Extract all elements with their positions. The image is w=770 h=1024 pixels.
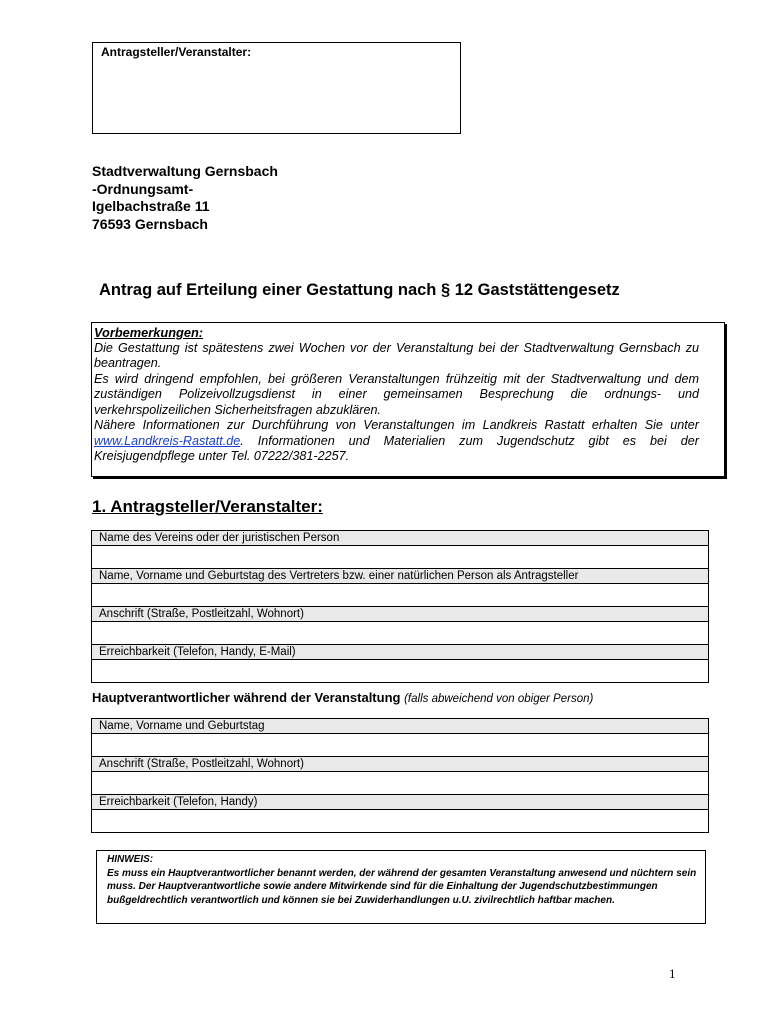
address-line-1: Stadtverwaltung Gernsbach	[92, 163, 278, 179]
applicant-form-table	[91, 530, 709, 683]
hint-text: Es muss ein Hauptverantwortlicher benannt werden, der während der gesamten Veranstaltung anwesend und nüchtern sein muss. Der Hauptverantwortliche sowie andere Mitwirkende sind für die Einhaltung der Jugendschutzbestimmungen bußgeldrechtlich verantwortlich und können sie bei Zuwiderhandlungen u.U. zivilrechtlich haftbar machen.	[107, 867, 697, 906]
remarks-paragraph-1: Die Gestattung ist spätestens zwei Wochen vor der Veranstaltung bei der Stadtverwaltung Gernsbach zu beantragen.	[94, 340, 699, 370]
field-label: Name, Vorname und Geburtstag des Vertreters bzw. einer natürlichen Person als Antragsteller	[92, 569, 708, 584]
remarks-paragraph-2: Es wird dringend empfohlen, bei größeren Veranstaltungen frühzeitig mit der Stadtverwaltung und dem zuständigen Polizeivollzugsdienst in einer gemeinsamen Besprechung die ordnungs- und verkehrspolizeilichen Sicherheitsfragen abzuklären.	[94, 371, 699, 417]
form-row	[92, 719, 708, 757]
applicant-contact-field[interactable]	[92, 660, 708, 682]
form-row	[92, 569, 708, 607]
responsible-name-field[interactable]	[92, 734, 708, 757]
club-name-field[interactable]	[92, 546, 708, 569]
remarks-heading: Vorbemerkungen:	[94, 325, 204, 340]
applicant-box[interactable]	[92, 42, 461, 134]
field-label: Name, Vorname und Geburtstag	[92, 719, 708, 734]
hint-heading: HINWEIS:	[107, 854, 154, 865]
form-row	[92, 607, 708, 645]
remarks-paragraph-3	[94, 418, 699, 465]
responsible-form-table	[91, 718, 709, 833]
representative-field[interactable]	[92, 584, 708, 607]
form-row	[92, 531, 708, 569]
remarks-box	[91, 322, 725, 477]
responsible-heading-note: (falls abweichend von obiger Person)	[404, 693, 594, 705]
section-1-title: 1. Antragsteller/Veranstalter:	[92, 497, 323, 516]
field-label: Erreichbarkeit (Telefon, Handy, E-Mail)	[92, 645, 708, 660]
form-row	[92, 645, 708, 682]
hint-box	[96, 850, 706, 924]
address-line-4: 76593 Gernsbach	[92, 215, 208, 232]
field-label: Erreichbarkeit (Telefon, Handy)	[92, 795, 708, 810]
form-row	[92, 757, 708, 795]
field-label: Anschrift (Straße, Postleitzahl, Wohnort)	[92, 607, 708, 622]
responsible-address-field[interactable]	[92, 772, 708, 795]
applicant-address-field[interactable]	[92, 622, 708, 645]
address-line-2: -Ordnungsamt-	[92, 180, 194, 197]
document-title: Antrag auf Erteilung einer Gestattung nach § 12 Gaststättengesetz	[99, 281, 620, 299]
address-line-3: Igelbachstraße 11	[92, 198, 210, 214]
page-number: 1	[669, 966, 676, 981]
responsible-contact-field[interactable]	[92, 810, 708, 832]
remarks-p3-after: . Informationen und Materialien zum Jugendschutz gibt es bei der Kreisjugendpflege unter Tel. 07222/381-2257.	[94, 433, 699, 463]
landkreis-link[interactable]: www.Landkreis-Rastatt.de	[94, 433, 241, 448]
responsible-heading-text: Hauptverantwortlicher während der Veranstaltung	[92, 690, 401, 705]
field-label: Anschrift (Straße, Postleitzahl, Wohnort)	[92, 757, 708, 772]
remarks-p3-before: Nähere Informationen zur Durchführung von Veranstaltungen im Landkreis Rastatt erhalten Sie unter	[94, 418, 699, 432]
form-row	[92, 795, 708, 832]
responsible-heading	[92, 690, 593, 705]
field-label: Name des Vereins oder der juristischen Person	[92, 531, 708, 546]
applicant-box-label: Antragsteller/Veranstalter:	[101, 45, 252, 59]
recipient-address	[92, 163, 278, 233]
